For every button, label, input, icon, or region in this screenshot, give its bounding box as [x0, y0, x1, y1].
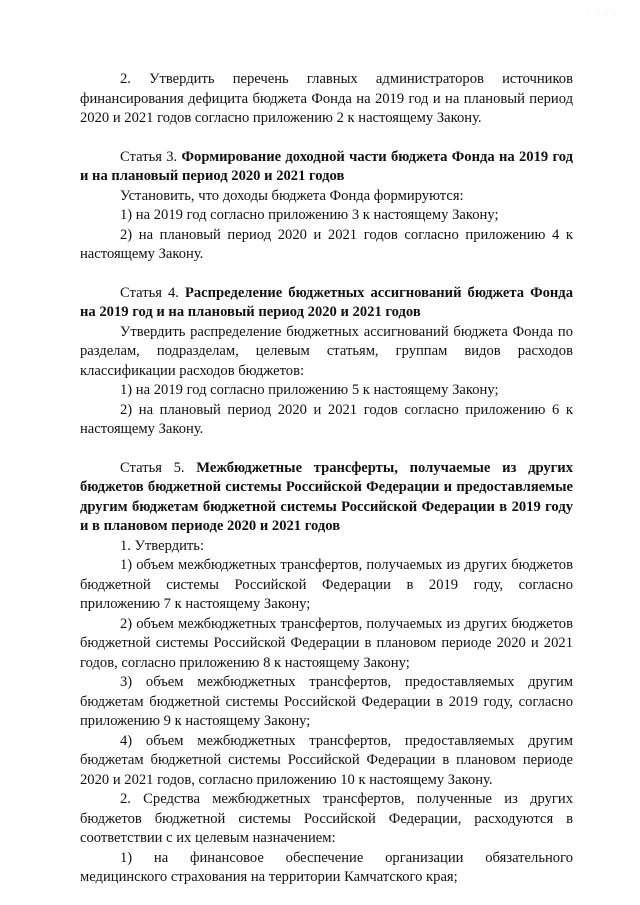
- article-5-heading: [80, 459, 573, 537]
- article-5-item-1: 1) объем межбюджетных трансфертов, получаемых из других бюджетов бюджетной системы Российской Федерации в 2019 году, согласно приложению 7 к настоящему Закону;: [80, 557, 573, 612]
- article-3-heading: [80, 148, 573, 187]
- article-5-title: Межбюджетные трансферты, получаемые из других бюджетов бюджетной системы Российской Федерации и предоставляемые другим бюджетам бюджетной системы Российской Федерации в 2019 году и в плановом периоде 2020 и 2021 годов: [80, 459, 573, 534]
- article-3-label: Статья 3.: [120, 148, 182, 165]
- article-5-part-2: 2. Средства межбюджетных трансфертов, полученные из других бюджетов бюджетной системы Российской Федерации, расходуются в соответствии с их целевым назначением:: [80, 791, 573, 846]
- article-3-item-1: 1) на 2019 год согласно приложению 3 к настоящему Закону;: [120, 207, 499, 223]
- article-4-item-2: 2) на плановый период 2020 и 2021 годов согласно приложению 6 к настоящему Закону.: [80, 401, 573, 437]
- article-5-part-1: 1. Утвердить:: [120, 537, 205, 554]
- article-4-title: Распределение бюджетных ассигнований бюджета Фонда на 2019 год и на плановый период 2020 и 2021 годов: [80, 284, 573, 320]
- article-5-item-3: 3) объем межбюджетных трансфертов, предоставляемых другим бюджетам бюджетной системы Российской Федерации в 2019 году, согласно приложению 9 к настоящему Закону;: [80, 674, 573, 729]
- article-3-title: Формирование доходной части бюджета Фонда на 2019 год и на плановый период 2020 и 2021 годов: [80, 148, 573, 184]
- article-5-part-2-item-1: 1) на финансовое обеспечение организации обязательного медицинского страхования на территории Камчатского края;: [80, 849, 573, 885]
- article-3-intro: Установить, что доходы бюджета Фонда формируются:: [120, 187, 464, 204]
- article-5-label: Статья 5.: [120, 459, 197, 476]
- article-5-item-2: 2) объем межбюджетных трансфертов, получаемых из других бюджетов бюджетной системы Российской Федерации в плановом периоде 2020 и 2021 годов, согласно приложению 8 к настоящему Закону;: [80, 615, 573, 671]
- article-5-item-4: 4) объем межбюджетных трансфертов, предоставляемых другим бюджетам бюджетной системы Российской Федерации в плановом периоде 2020 и 2021 годов, согласно приложению 10 к настоящему Закону.: [80, 732, 573, 788]
- article-4-heading: [80, 284, 573, 323]
- corner-mark: · · · ·: [587, 10, 618, 19]
- article-4-label: Статья 4.: [120, 284, 185, 301]
- article-4-intro: Утвердить распределение бюджетных ассигнований бюджета Фонда по разделам, подразделам, целевым статьям, группам видов расходов классификации расходов бюджетов:: [80, 323, 573, 379]
- article-4-item-1: 1) на 2019 год согласно приложению 5 к настоящему Закону;: [120, 382, 499, 398]
- article-3-item-2: 2) на плановый период 2020 и 2021 годов согласно приложению 4 к настоящему Закону.: [80, 226, 573, 262]
- paragraph-item-2: 2. Утвердить перечень главных администраторов источников финансирования дефицита бюджета Фонда на 2019 год и на плановый период 2020 и 2021 годов согласно приложению 2 к настоящему Закону.: [80, 71, 573, 126]
